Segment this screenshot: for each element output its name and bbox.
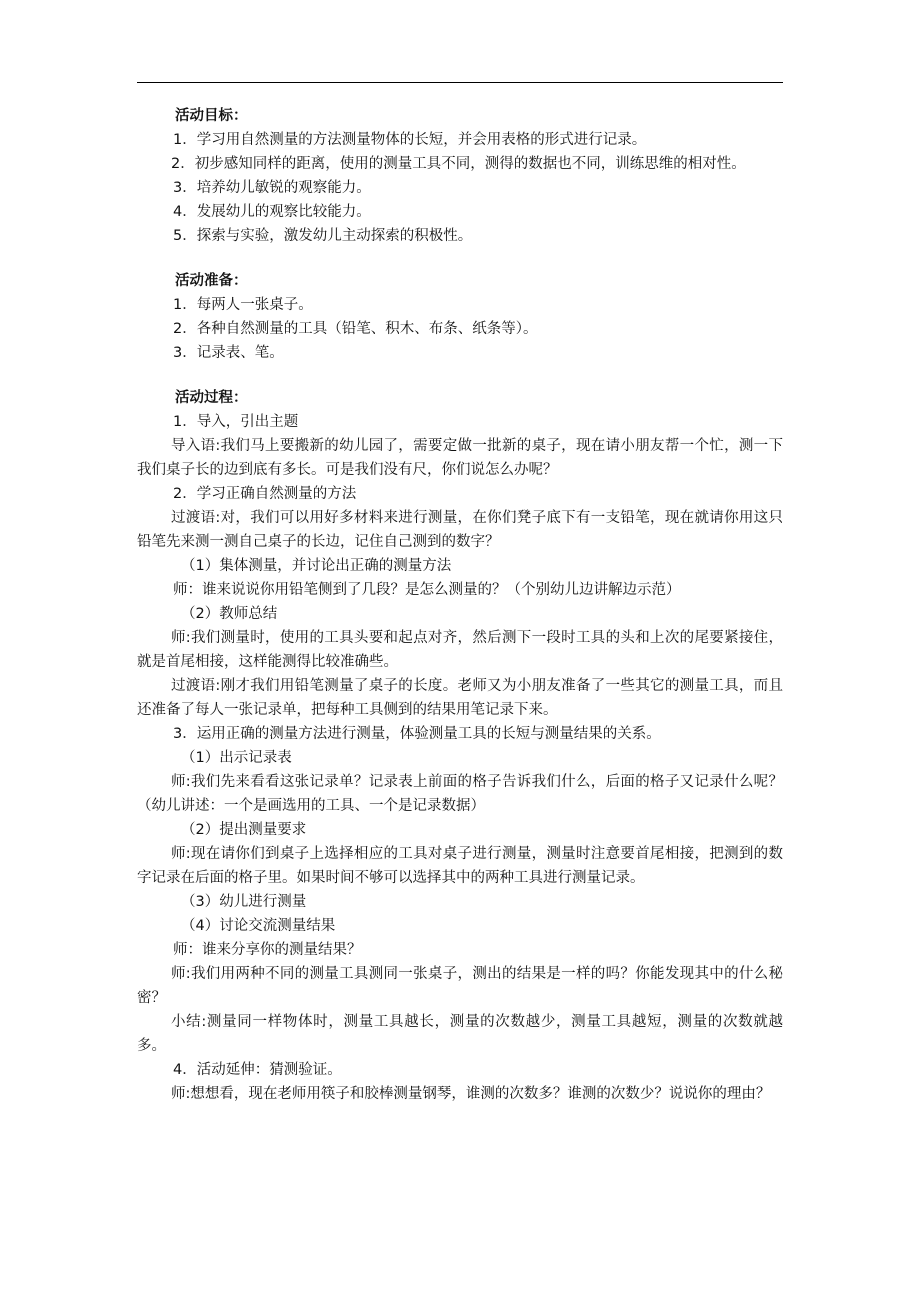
process-paragraph: 师：谁来说说你用铅笔侧到了几段？是怎么测量的？（个别幼儿边讲解边示范）	[173, 582, 681, 598]
summary-paragraph: 小结:测量同一样物体时，测量工具越长，测量的次数越少，测量工具越短，测量的次数就越多。	[137, 1014, 783, 1054]
process-paragraph: 师:现在请你们到桌子上选择相应的工具对桌子进行测量，测量时注意要首尾相接，把测到的数字记录在后面的格子里。如果时间不够可以选择其中的两种工具进行测量记录。	[137, 846, 783, 886]
process-paragraph: 师：谁来分享你的测量结果？	[173, 942, 362, 958]
goal-item: 2．初步感知同样的距离，使用的测量工具不同，测得的数据也不同，训练思维的相对性。	[171, 156, 746, 172]
process-substep: （1）出示记录表	[181, 750, 292, 766]
process-substep: （2）教师总结	[181, 606, 278, 622]
document-body	[137, 104, 783, 1106]
process-step: 4．活动延伸：猜测验证。	[173, 1062, 342, 1078]
prep-item: 3．记录表、笔。	[173, 345, 284, 361]
process-paragraph: 师:我们测量时，使用的工具头要和起点对齐，然后测下一段时工具的头和上次的尾要紧接住，就是首尾相接，这样能测得比较准确些。	[137, 630, 783, 670]
prep-heading: 活动准备：	[175, 273, 248, 289]
process-paragraph: 师:我们用两种不同的测量工具测同一张桌子，测出的结果是一样的吗？你能发现其中的什么秘密？	[137, 966, 783, 1006]
process-heading: 活动过程：	[175, 390, 248, 406]
process-paragraph: 过渡语:刚才我们用铅笔测量了桌子的长度。老师又为小朋友准备了一些其它的测量工具，而且还准备了每人一张记录单，把每种工具侧到的结果用笔记录下来。	[137, 678, 783, 718]
process-paragraph: 师:想想看，现在老师用筷子和胶棒测量钢琴，谁测的次数多？谁测的次数少？说说你的理由？	[171, 1086, 771, 1102]
process-paragraph: 过渡语:对，我们可以用好多材料来进行测量，在你们凳子底下有一支铅笔，现在就请你用这只铅笔先来测一测自己桌子的长边，记住自己测到的数字？	[137, 510, 783, 550]
goals-heading: 活动目标：	[175, 108, 248, 124]
goal-item: 5．探索与实验，激发幼儿主动探索的积极性。	[173, 228, 473, 244]
header-rule	[137, 82, 783, 83]
prep-item: 2．各种自然测量的工具（铅笔、积木、布条、纸条等）。	[173, 321, 538, 337]
process-step: 2．学习正确自然测量的方法	[173, 486, 357, 502]
process-substep: （1）集体测量，并讨论出正确的测量方法	[181, 558, 452, 574]
goal-item: 3．培养幼儿敏锐的观察能力。	[173, 180, 371, 196]
goal-item: 1．学习用自然测量的方法测量物体的长短，并会用表格的形式进行记录。	[173, 132, 647, 148]
process-step: 1．导入，引出主题	[173, 414, 299, 430]
process-substep: （4）讨论交流测量结果	[181, 918, 336, 934]
prep-item: 1．每两人一张桌子。	[173, 297, 313, 313]
process-step: 3．运用正确的测量方法进行测量，体验测量工具的长短与测量结果的关系。	[173, 726, 661, 742]
goal-item: 4．发展幼儿的观察比较能力。	[173, 204, 371, 220]
process-substep: （2）提出测量要求	[181, 822, 307, 838]
process-paragraph: 师:我们先来看看这张记录单？记录表上前面的格子告诉我们什么，后面的格子又记录什么呢？（幼儿讲述：一个是画选用的工具、一个是记录数据）	[137, 774, 783, 814]
process-paragraph: 导入语:我们马上要搬新的幼儿园了，需要定做一批新的桌子，现在请小朋友帮一个忙，测一下我们桌子长的边到底有多长。可是我们没有尺，你们说怎么办呢？	[137, 438, 783, 478]
process-substep: （3）幼儿进行测量	[181, 894, 307, 910]
